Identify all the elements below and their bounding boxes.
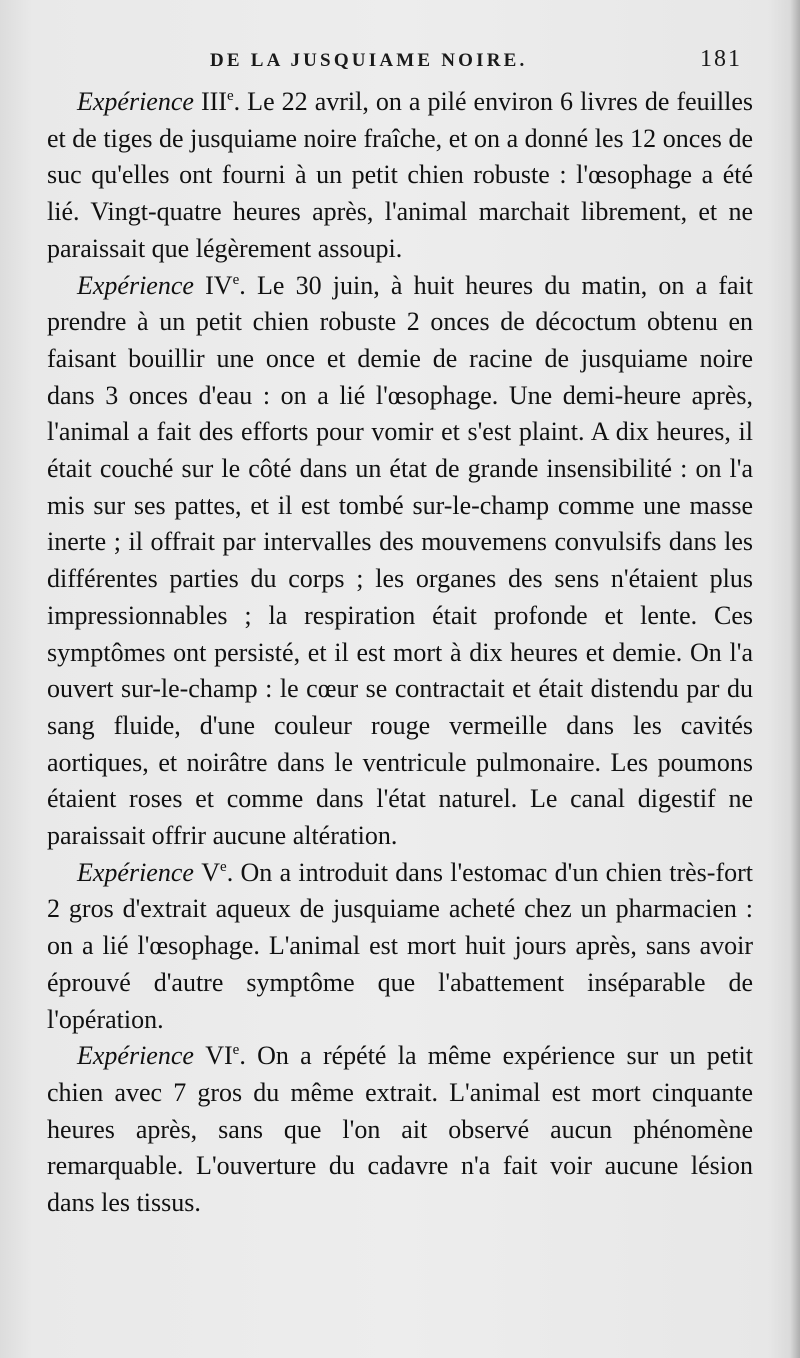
page-body: [47, 84, 753, 1222]
paragraph-experience-6: [47, 1038, 753, 1222]
paragraph-experience-3: [47, 84, 753, 268]
ordinal-superscript: e: [226, 88, 234, 104]
experience-numeral: III: [200, 87, 227, 116]
experience-label: Expérience: [77, 270, 194, 300]
paragraph-experience-4: [47, 268, 753, 855]
ordinal-superscript: e: [232, 1042, 240, 1059]
paragraph-text: . Le 30 juin, à huit heures du matin, on a fait prendre à un petit chien robuste 2 onces de décoctum obtenu en faisant bouillir une once et demie de racine de jusquiame noire dans 3 onces d'eau : on a lié l'œsophage. Une demi-heure après, l'animal a fait des efforts pour vomir et s'est plaint. A dix heures, il était couché sur le côté dans un état de grande insensibilité : on l'a mis sur ses pattes, et il est tombé sur-le-champ comme une masse inerte ; il offrait par intervalles des mouvemens convulsifs dans les différentes parties du corps ; les organes des sens n'étaient plus impressionnables ; la respiration était profonde et lente. Ces symptômes ont persisté, et il est mort à dix heures et demie. On l'a ouvert sur-le-champ : le cœur se contractait et était distendu par du sang fluide, d'une couleur rouge vermeille dans les cavités aortiques, et noirâtre dans le ventricule pulmonaire. Les poumons étaient roses et comme dans l'état naturel. Le canal digestif ne paraissait offrir aucune altération.: [47, 270, 754, 851]
running-head: [0, 46, 800, 80]
experience-numeral: IV: [205, 270, 233, 300]
paragraph-experience-5: [47, 855, 753, 1039]
page-edge-shadow: [790, 0, 800, 1358]
paragraph-text: . Le 22 avril, on a pilé environ 6 livres de feuilles et de tiges de jusquiame noire fraîche, et on a donné les 12 onces de suc qu'elles ont fourni à un petit chien robuste : l'œsophage a été lié. Vingt-quatre heures après, l'animal marchait librement, et ne paraissait que légèrement assoupi.: [47, 87, 753, 263]
experience-label: Expérience: [77, 857, 194, 887]
page-number: 181: [700, 46, 742, 72]
experience-numeral: VI: [205, 1041, 233, 1071]
experience-label: Expérience: [77, 1041, 194, 1071]
paragraph-text: . On a introduit dans l'estomac d'un chien très-fort 2 gros d'extrait aqueux de jusquiame acheté chez un pharmacien : on a lié l'œsophage. L'animal est mort huit jours après, sans avoir éprouvé d'autre symptôme que l'abattement inséparable de l'opération.: [47, 857, 753, 1034]
experience-label: Expérience: [77, 87, 194, 116]
ordinal-superscript: e: [232, 271, 240, 288]
paragraph-text: . On a répété la même expérience sur un petit chien avec 7 gros du même extrait. L'animal est mort cinquante heures après, sans que l'on ait observé aucun phénomène remarquable. L'ouverture du cadavre n'a fait voir aucune lésion dans les tissus.: [47, 1041, 753, 1218]
running-title: DE LA JUSQUIAME NOIRE.: [210, 50, 528, 71]
ordinal-superscript: e: [220, 858, 227, 875]
experience-numeral: V: [201, 857, 221, 887]
